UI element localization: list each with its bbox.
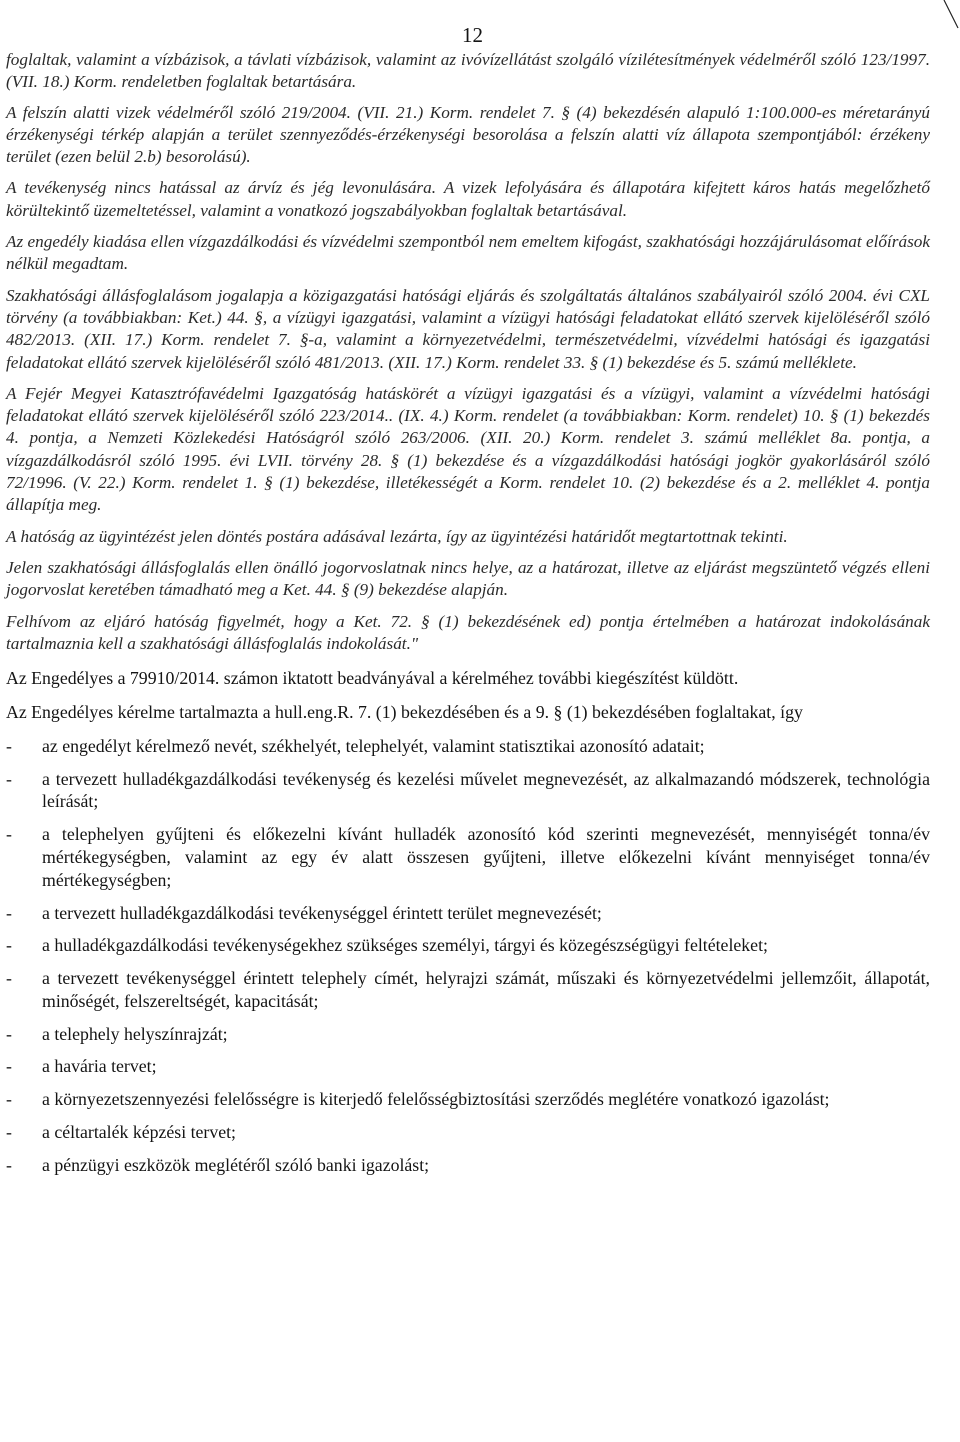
- dash-marker: -: [6, 935, 12, 956]
- list-item: [6, 967, 930, 1013]
- paragraph-2: A felszín alatti vizek védelméről szóló 219/2004. (VII. 21.) Korm. rendelet 7. § (4) bekezdésén alapuló 1:100.000-es méretarányú érzékenységi térkép alapján a terület szennyeződés-érzékenységi besorolása a felszín alatti víz állapota szempontjából: érzékeny terület (ezen belül 2.b) besorolású).: [6, 102, 930, 167]
- list-item-text: a pénzügyi eszközök meglétéről szóló banki igazolást;: [42, 1154, 430, 1175]
- document-body: [6, 49, 930, 1177]
- dash-marker: -: [6, 1154, 12, 1175]
- list-item: [6, 735, 930, 758]
- list-item: [6, 1055, 930, 1078]
- dash-marker: -: [6, 1023, 12, 1044]
- list-item: [6, 1088, 930, 1111]
- list-item-text: a havária tervet;: [42, 1056, 157, 1077]
- scan-edge-mark: [942, 0, 960, 30]
- dash-marker: -: [6, 902, 12, 923]
- list-item: [6, 1154, 930, 1177]
- list-item-text: a tervezett tevékenységgel érintett telephely címét, helyrajzi számát, műszaki és környezetvédelmi jellemzőit, állapotát, minőségét, felszereltségét, kapacitását;: [42, 968, 930, 1011]
- list-item: [6, 1023, 930, 1046]
- paragraph-3: A tevékenység nincs hatással az árvíz és jég levonulására. A vizek lefolyására és állapotára kifejtett káros hatás megelőzhető körültekintő üzemeltetéssel, valamint a vonatkozó jogszabályokban foglaltak betartásával.: [6, 178, 930, 220]
- paragraph-9: Felhívom az eljáró hatóság figyelmét, hogy a Ket. 72. § (1) bekezdésének ed) pontja értelmében a határozat indokolásának tartalmaznia kell a szakhatósági állásfoglalás indokolását.": [6, 611, 930, 653]
- dash-marker: -: [6, 824, 12, 845]
- dash-marker: -: [6, 968, 12, 989]
- dash-marker: -: [6, 1089, 12, 1110]
- list-item-text: a tervezett hulladékgazdálkodási tevékenységgel érintett terület megnevezését;: [42, 902, 602, 923]
- requirements-list: [6, 735, 930, 1177]
- list-item-text: az engedélyt kérelmező nevét, székhelyét, telephelyét, valamint statisztikai azonosító adatait;: [42, 735, 705, 756]
- list-item-text: a hulladékgazdálkodási tevékenységekhez szükséges személyi, tárgyi és közegészségügyi feltételeket;: [42, 935, 768, 956]
- page-number: 12: [462, 23, 483, 47]
- list-item: [6, 823, 930, 891]
- dash-marker: -: [6, 1122, 12, 1143]
- paragraph-6: A Fejér Megyei Katasztrófavédelmi Igazgatóság hatáskörét a vízügyi igazgatási és a vízügyi, valamint a vízvédelmi hatósági feladatokat ellátó szervek kijelöléséről szóló 223/2014.. (IX. 4.) Korm. rendelet (a továbbiakban: Korm. rendelet) 10. § (1) bekezdés 4. pontja, a Nemzeti Közlekedési Hatóságról szóló 263/2006. (XII. 20.) Korm. rendelet 3. számú melléklet 8a. pontja, a vízgazdálkodásról szóló 1995. évi LVII. törvény 28. § (1) bekezdése és a vízgazdálkodási hatósági jogkör gyakorlásáról szóló 72/1996. (V. 22.) Korm. rendelet 1. § (1) bekezdése, illetékességét a Korm. rendelet 10. (2) bekezdése és a 2. melléklet 4. pontja állapítja meg.: [6, 383, 930, 515]
- list-item-text: a telephelyen gyűjteni és előkezelni kívánt hulladék azonosító kód szerinti megnevezését, mennyiségét tonna/év mértékegységben, valamint az egy év alatt összesen gyűjteni, illetve előkezelni kívánt mennyiséget tonna/év mértékegységben;: [42, 824, 930, 890]
- list-item-text: a telephely helyszínrajzát;: [42, 1023, 228, 1044]
- list-item: [6, 902, 930, 925]
- list-item-text: a tervezett hulladékgazdálkodási tevékenység és kezelési művelet megnevezését, az alkalmazandó módszerek, technológia leírását;: [42, 768, 930, 812]
- paragraph-7: A hatóság az ügyintézést jelen döntés postára adásával lezárta, így az ügyintézési határidőt megtartottnak tekinti.: [6, 526, 788, 546]
- paragraph-5: Szakhatósági állásfoglalásom jogalapja a közigazgatási hatósági eljárás és szolgáltatás általános szabályairól szóló 2004. évi CXL törvény (a továbbiakban: Ket.) 44. §, a vízügyi igazgatási, valamint a vízügyi hatósági feladatokat ellátó szervek kijelöléséről szóló 482/2013. (XII. 17.) Korm. rendelet 7. §-a, valamint a környezetvédelmi, természetvédelmi, vízvédelmi hatósági és igazgatási feladatokat ellátó szervek kijelöléséről szóló 481/2013. (XII. 17.) Korm. rendelet 33. § (1) bekezdése és 5. számú melléklete.: [6, 285, 930, 372]
- paragraph-10: Az Engedélyes a 79910/2014. számon iktatott beadványával a kérelméhez további kiegészítést küldött.: [6, 668, 739, 689]
- paragraph-1: foglaltak, valamint a vízbázisok, a távlati vízbázisok, valamint az ivóvízellátást szolgáló vízilétesítmények védelméről szóló 123/1997. (VII. 18.) Korm. rendeletben foglaltak betartására.: [6, 50, 930, 92]
- list-item: [6, 1121, 930, 1144]
- dash-marker: -: [6, 1056, 12, 1077]
- dash-marker: -: [6, 735, 12, 756]
- list-item-text: a céltartalék képzési tervet;: [42, 1122, 236, 1143]
- paragraph-8: Jelen szakhatósági állásfoglalás ellen önálló jogorvoslatnak nincs helye, az a határozat, illetve az eljárást megszüntető végzés elleni jogorvoslat keretében támadható meg a Ket. 44. § (9) bekezdése alapján.: [6, 557, 930, 600]
- list-item-text: a környezetszennyezési felelősségre is kiterjedő felelősségbiztosítási szerződés meglétére vonatkozó igazolást;: [42, 1089, 830, 1110]
- list-item: [6, 934, 930, 957]
- list-item: [6, 768, 930, 814]
- dash-marker: -: [6, 768, 12, 789]
- paragraph-11: Az Engedélyes kérelme tartalmazta a hull.eng.R. 7. (1) bekezdésében és a 9. § (1) bekezdésében foglaltakat, így: [6, 701, 803, 722]
- paragraph-4: Az engedély kiadása ellen vízgazdálkodási és vízvédelmi szempontból nem emeltem kifogást, szakhatósági hozzájárulásomat előírások nélkül megadtam.: [6, 232, 930, 274]
